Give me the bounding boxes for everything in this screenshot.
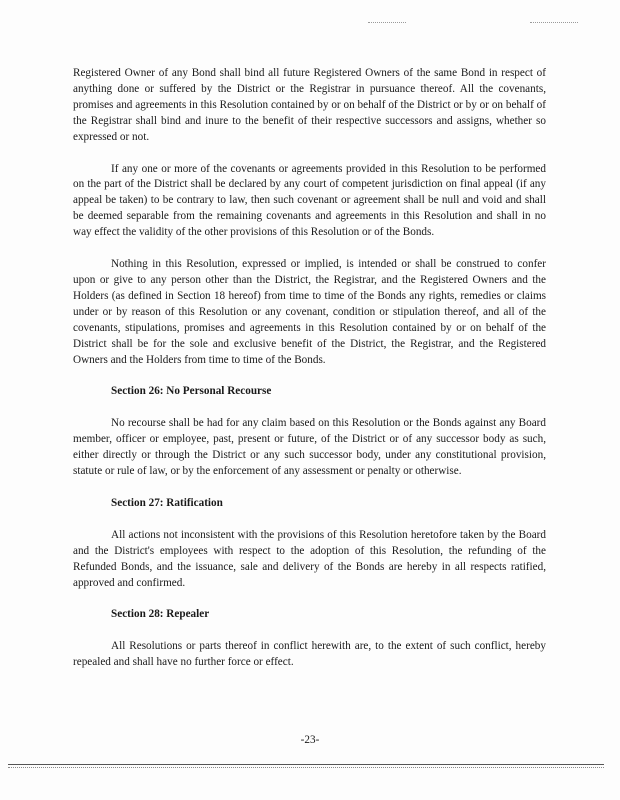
page-number: -23- bbox=[300, 734, 320, 746]
scan-artifact bbox=[368, 22, 406, 24]
paragraph-gap bbox=[73, 512, 546, 528]
paragraph-no-personal-recourse: No recourse shall be had for any claim based on this Resolution or the Bonds against any Board member, officer or employee, past, present or future, of the District or of any successor body as such, either directly or through the District or any such successor body, under any constitutional provision, statute or rule of law, or by the enforcement of any assessment or penalty or otherwise. bbox=[73, 417, 546, 478]
paragraph-continuation: Registered Owner of any Bond shall bind all future Registered Owners of the same Bond in respect of anything done or suffered by the District or the Registrar in pursuance thereof. All the covenants, promises and agreements in this Resolution contained by or on behalf of the District or by or on behalf of the Registrar shall bind and inure to the benefit of their respective successors and assigns, whether so expressed or not. bbox=[73, 67, 546, 143]
paragraph-gap bbox=[73, 241, 546, 257]
paragraph-gap bbox=[73, 368, 546, 384]
paragraph-gap bbox=[73, 400, 546, 416]
footer-rule-dots bbox=[8, 767, 604, 768]
paragraph-benefits: Nothing in this Resolution, expressed or implied, is intended or shall be construed to confer upon or give to any person other than the District, the Registrar, and the Registered Owners and the Holders (as defined in Section 18 hereof) from time to time of the Bonds any rights, remedies or claims under or by reason of this Resolution or any covenant, condition or stipulation thereof, and all of the covenants, stipulations, promises and agreements in this Resolution contained by or on behalf of the District shall be for the sole and exclusive benefit of the District, the Registrar, and the Registered Owners and the Holders from time to time of the Bonds. bbox=[73, 258, 546, 366]
paragraph-severability: If any one or more of the covenants or agreements provided in this Resolution to be performed on the part of the District shall be declared by any court of competent jurisdiction on final appeal (if any appeal be taken) to be contrary to law, then such covenant or agreement shall be null and void and shall be deemed separable from the remaining covenants and agreements in this Resolution and shall in no way effect the validity of the other provisions of this Resolution or of the Bonds. bbox=[73, 162, 546, 239]
paragraph-gap bbox=[73, 623, 546, 639]
paragraph-repealer: All Resolutions or parts thereof in conflict herewith are, to the extent of such conflict, hereby repealed and shall have no further force or effect. bbox=[73, 640, 546, 669]
paragraph-gap bbox=[73, 480, 546, 496]
footer-rule bbox=[8, 764, 604, 765]
paragraph-gap bbox=[73, 591, 546, 607]
paragraph-gap bbox=[73, 146, 546, 162]
document-body bbox=[73, 66, 546, 671]
paragraph-ratification: All actions not inconsistent with the provisions of this Resolution heretofore taken by the Board and the District's employees with respect to the adoption of this Resolution, the refunding of the Refunded Bonds, and the issuance, sale and delivery of the Bonds are hereby in all respects ratified, approved and confirmed. bbox=[73, 528, 546, 589]
section-27-heading: Section 27: Ratification bbox=[111, 496, 223, 509]
section-28-heading: Section 28: Repealer bbox=[111, 608, 210, 621]
scan-artifact bbox=[530, 22, 578, 24]
section-26-heading: Section 26: No Personal Recourse bbox=[111, 385, 272, 398]
